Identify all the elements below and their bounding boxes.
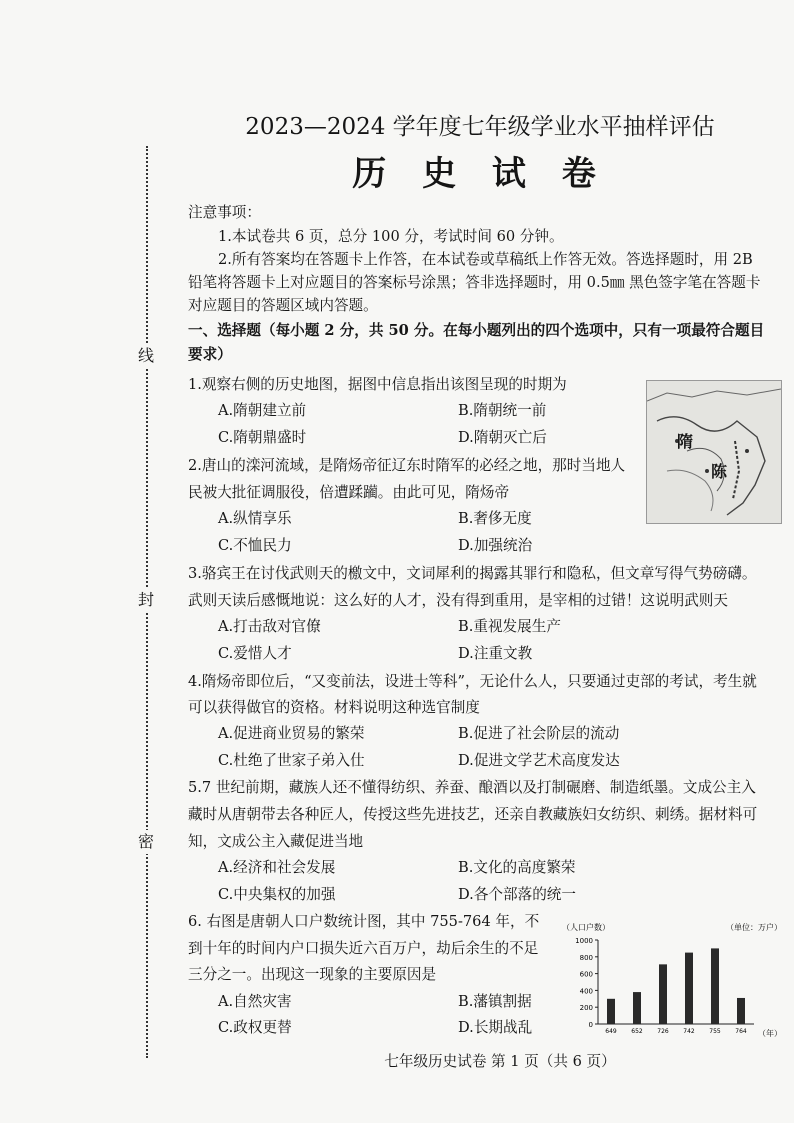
chart-x-tick-label: 726 — [657, 1028, 669, 1035]
q6-option-d: D.长期战乱 — [458, 1019, 533, 1036]
binding-char-mi: 密 — [134, 830, 158, 854]
page-footer: 七年级历史试卷 第 1 页（共 6 页） — [384, 1053, 616, 1070]
q1-option-b: B.隋朝统一前 — [458, 402, 547, 419]
q4-option-c: C.杜绝了世家子弟入仕 — [218, 752, 365, 769]
chart-x-tick-label: 742 — [683, 1028, 695, 1035]
q6-option-c: C.政权更替 — [218, 1019, 292, 1036]
chart-bar — [659, 964, 667, 1024]
chart-bar — [737, 998, 745, 1024]
q1-option-a: A.隋朝建立前 — [218, 402, 307, 419]
notice-line-3: 铅笔将答题卡上对应题目的答案标号涂黑；答非选择题时，用 0.5㎜ 黑色签字笔在答题卡 — [188, 274, 761, 291]
notice-line-1: 1.本试卷共 6 页，总分 100 分，考试时间 60 分钟。 — [218, 228, 564, 245]
chart-bar — [685, 953, 693, 1024]
q6-stem-line-3: 三分之一。出现这一现象的主要原因是 — [188, 966, 437, 983]
chart-x-tick-label: 755 — [709, 1028, 721, 1035]
q6-stem-line-2: 到十年的时间内户口损失近六百万户，劫后余生的不足 — [188, 940, 539, 957]
q3-stem-line-1: 3.骆宾王在讨伐武则天的檄文中，文词犀利的揭露其罪行和隐私，但文章写得气势磅礴。 — [188, 565, 757, 582]
chart-y-label: （人口户数） — [562, 923, 610, 932]
q5-stem-line-1: 5.7 世纪前期，藏族人还不懂得纺织、养蚕、酿酒以及打制碾磨、制造纸墨。文成公主入 — [188, 779, 756, 796]
q2-option-c: C.不恤民力 — [218, 537, 292, 554]
chart-x-tick-label: 764 — [735, 1028, 747, 1035]
q2-option-a: A.纵情享乐 — [218, 510, 292, 527]
notice-line-2: 2.所有答案均在答题卡上作答，在本试卷或草稿纸上作答无效。答选择题时，用 2B — [218, 251, 753, 268]
q2-option-b: B.奢侈无度 — [458, 510, 532, 527]
q5-option-c: C.中央集权的加强 — [218, 886, 336, 903]
chart-x-tick-label: 649 — [605, 1028, 617, 1035]
binding-char-feng: 封 — [134, 588, 158, 612]
subject-title: 历 史 试 卷 — [352, 154, 608, 194]
map-drawing — [647, 381, 781, 523]
q5-stem-line-2: 藏时从唐朝带去各种匠人，传授这些先进技艺，还亲自教藏族妇女纺织、刺绣。据材料可 — [188, 806, 758, 823]
q3-stem-line-2: 武则天读后感慨地说：这么好的人才，没有得到重用，是宰相的过错！这说明武则天 — [188, 592, 728, 609]
q2-stem-line-1: 2.唐山的滦河流域，是隋炀帝征辽东时隋军的必经之地，那时当地人 — [188, 457, 626, 474]
q6-stem-line-1: 6. 右图是唐朝人口户数统计图，其中 755-764 年，不 — [188, 913, 540, 930]
q4-stem-line-1: 4.隋炀帝即位后，“又变前法，设进士等科”，无论什么人，只要通过吏部的考试，考生就 — [188, 673, 757, 690]
chart-svg — [558, 918, 786, 1040]
chart-bar — [633, 992, 641, 1024]
chart-y-tick-label: 200 — [579, 1004, 593, 1013]
chart-bar — [711, 948, 719, 1024]
map-label-sui: 隋 — [677, 432, 694, 451]
q2-option-d: D.加强统治 — [458, 537, 533, 554]
q4-option-a: A.促进商业贸易的繁荣 — [218, 725, 365, 742]
chart-y-tick-label: 0 — [588, 1021, 593, 1029]
q4-option-b: B.促进了社会阶层的流动 — [458, 725, 620, 742]
population-bar-chart — [558, 918, 786, 1040]
section-heading-line-1: 一、选择题（每小题 2 分，共 50 分。在每小题列出的四个选项中，只有一项最符合题目 — [188, 322, 765, 339]
q3-option-b: B.重视发展生产 — [458, 618, 561, 635]
chart-x-label: （年） — [758, 1029, 782, 1038]
chart-y-tick-label: 1000 — [575, 937, 593, 945]
q5-stem-line-3: 知，文成公主入藏促进当地 — [188, 833, 364, 850]
q4-option-d: D.促进文学艺术高度发达 — [458, 752, 620, 769]
q1-option-c: C.隋朝鼎盛时 — [218, 429, 307, 446]
map-label-chen: 陈 — [711, 462, 728, 481]
q6-option-a: A.自然灾害 — [218, 993, 292, 1010]
q3-option-c: C.爱惜人才 — [218, 645, 292, 662]
chart-y-tick-label: 400 — [579, 987, 593, 996]
q1-option-d: D.隋朝灭亡后 — [458, 429, 547, 446]
q5-option-b: B.文化的高度繁荣 — [458, 859, 576, 876]
notice-heading: 注意事项： — [188, 204, 261, 221]
chart-bar — [607, 999, 615, 1024]
chart-unit-label: （单位：万户） — [726, 923, 782, 932]
chart-y-tick-label: 800 — [579, 953, 593, 962]
q2-stem-line-2: 民被大批征调服役，倍遭蹂躏。由此可见，隋炀帝 — [188, 484, 510, 501]
q4-stem-line-2: 可以获得做官的资格。材料说明这种选官制度 — [188, 699, 480, 716]
q5-option-d: D.各个部落的统一 — [458, 886, 576, 903]
chart-x-tick-label: 652 — [631, 1028, 643, 1035]
historical-map — [646, 380, 782, 524]
exam-title: 2023—2024 学年度七年级学业水平抽样评估 — [245, 114, 715, 140]
q6-option-b: B.藩镇割据 — [458, 993, 532, 1010]
q3-option-a: A.打击敌对官僚 — [218, 618, 321, 635]
q1-stem: 1.观察右侧的历史地图，据图中信息指出该图呈现的时期为 — [188, 376, 567, 393]
q5-option-a: A.经济和社会发展 — [218, 859, 336, 876]
q3-option-d: D.注重文教 — [458, 645, 533, 662]
binding-char-xian: 线 — [134, 344, 158, 368]
chart-y-tick-label: 600 — [579, 970, 593, 979]
notice-line-4: 对应题目的答题区域内答题。 — [188, 297, 378, 314]
section-heading-line-2: 要求） — [188, 346, 232, 363]
